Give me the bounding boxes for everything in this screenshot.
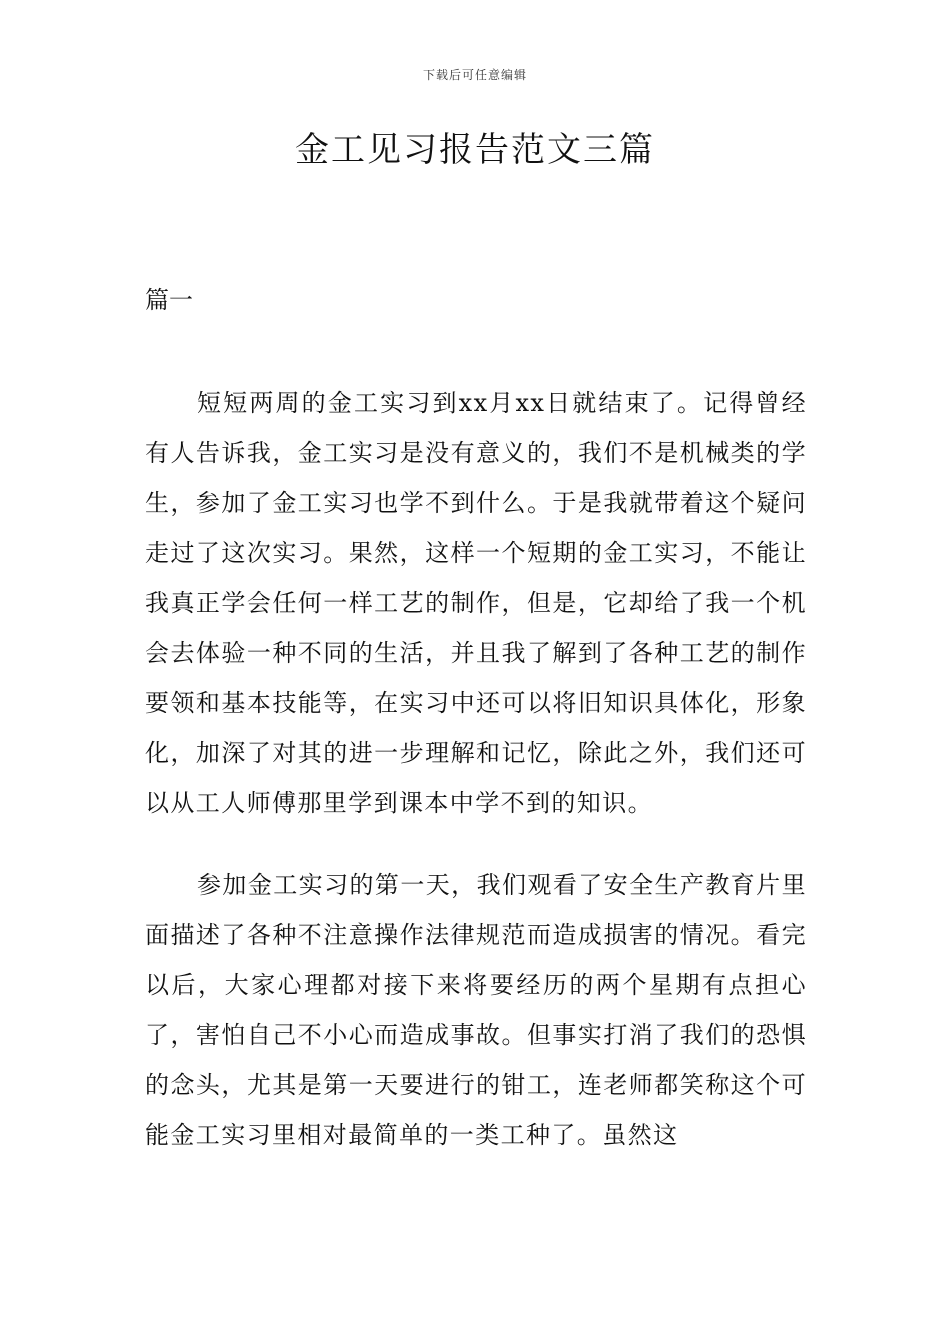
document-title: 金工见习报告范文三篇 [295,130,655,170]
paragraph-2: 参加金工实习的第一天，我们观看了安全生产教育片里面描述了各种不注意操作法律规范而造成损害的情况。看完以后，大家心理都对接下来将要经历的两个星期有点担心了，害怕自己不小心而造成事故。但事实打消了我们的恐惧的念头，尤其是第一天要进行的钳工，连老师都笑称这个可能金工实习里相对最简单的一类工种了。虽然这 [145,871,807,1149]
section-heading: 篇一 [145,286,193,314]
document-body [145,284,807,1192]
header-note: 下载后可任意编辑 [422,68,527,82]
paragraph-1: 短短两周的金工实习到xx月xx日就结束了。记得曾经有人告诉我，金工实习是没有意义的，我们不是机械类的学生，参加了金工实习也学不到什么。于是我就带着这个疑问走过了这次实习。果然，这样一个短期的金工实习，不能让我真正学会任何一样工艺的制作，但是，它却给了我一个机会去体验一种不同的生活，并且我了解到了各种工艺的制作要领和基本技能等，在实习中还可以将旧知识具体化，形象化，加深了对其的进一步理解和记忆，除此之外，我们还可以从工人师傅那里学到课本中学不到的知识。 [145,389,807,817]
